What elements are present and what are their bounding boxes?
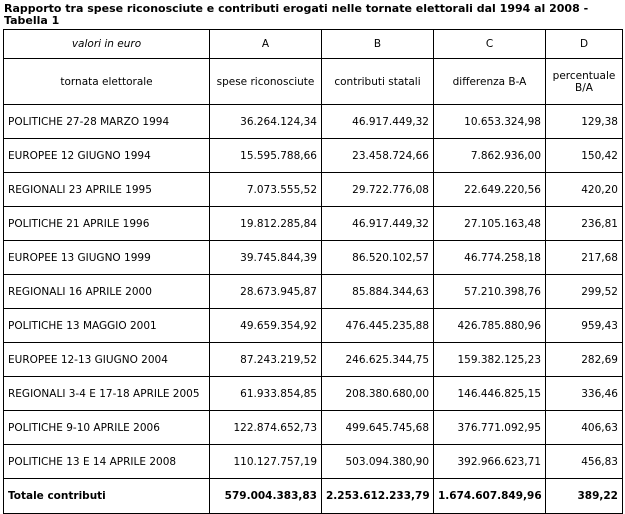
cell-differenza: 146.446.825,15 <box>434 377 546 411</box>
cell-percentuale: 129,38 <box>546 105 623 139</box>
cell-contributi: 499.645.745,68 <box>322 411 434 445</box>
cell-spese: 122.874.652,73 <box>210 411 322 445</box>
cell-tornata: EUROPEE 12-13 GIUGNO 2004 <box>4 343 210 377</box>
cell-contributi: 46.917.449,32 <box>322 105 434 139</box>
table-row <box>4 173 623 207</box>
cell-tornata: REGIONALI 3-4 E 17-18 APRILE 2005 <box>4 377 210 411</box>
table-title: Rapporto tra spese riconosciute e contributi erogati nelle tornate elettorali dal 1994 al 2008 - Tabella 1 <box>4 2 589 27</box>
total-spese: 579.004.383,83 <box>210 479 322 514</box>
cell-differenza: 27.105.163,48 <box>434 207 546 241</box>
total-label: Totale contributi <box>4 479 210 514</box>
table-row <box>4 241 623 275</box>
cell-contributi: 503.094.380,90 <box>322 445 434 479</box>
cell-differenza: 46.774.258,18 <box>434 241 546 275</box>
cell-differenza: 22.649.220,56 <box>434 173 546 207</box>
header-row-letters <box>4 30 623 59</box>
cell-differenza: 159.382.125,23 <box>434 343 546 377</box>
table-row <box>4 377 623 411</box>
table-row <box>4 207 623 241</box>
column-header-contributi: contributi statali <box>322 59 434 105</box>
cell-contributi: 86.520.102,57 <box>322 241 434 275</box>
cell-contributi: 29.722.776,08 <box>322 173 434 207</box>
cell-contributi: 208.380.680,00 <box>322 377 434 411</box>
table-row <box>4 275 623 309</box>
table-row <box>4 139 623 173</box>
cell-percentuale: 456,83 <box>546 445 623 479</box>
cell-differenza: 392.966.623,71 <box>434 445 546 479</box>
total-differenza: 1.674.607.849,96 <box>434 479 546 514</box>
cell-percentuale: 420,20 <box>546 173 623 207</box>
cell-tornata: POLITICHE 27-28 MARZO 1994 <box>4 105 210 139</box>
cell-percentuale: 282,69 <box>546 343 623 377</box>
cell-percentuale: 217,68 <box>546 241 623 275</box>
cell-percentuale: 406,63 <box>546 411 623 445</box>
cell-tornata: POLITICHE 9-10 APRILE 2006 <box>4 411 210 445</box>
column-letter-c: C <box>434 30 546 59</box>
cell-percentuale: 150,42 <box>546 139 623 173</box>
cell-contributi: 246.625.344,75 <box>322 343 434 377</box>
cell-contributi: 476.445.235,88 <box>322 309 434 343</box>
cell-tornata: REGIONALI 23 APRILE 1995 <box>4 173 210 207</box>
cell-spese: 61.933.854,85 <box>210 377 322 411</box>
column-letter-d: D <box>546 30 623 59</box>
table-row <box>4 105 623 139</box>
header-row-labels <box>4 59 623 105</box>
table-row <box>4 343 623 377</box>
cell-spese: 19.812.285,84 <box>210 207 322 241</box>
row-label-header: tornata elettorale <box>4 59 210 105</box>
cell-differenza: 57.210.398,76 <box>434 275 546 309</box>
table-row <box>4 445 623 479</box>
column-letter-b: B <box>322 30 434 59</box>
table-row <box>4 309 623 343</box>
table-row <box>4 411 623 445</box>
cell-contributi: 23.458.724,66 <box>322 139 434 173</box>
cell-percentuale: 336,46 <box>546 377 623 411</box>
cell-tornata: EUROPEE 13 GIUGNO 1999 <box>4 241 210 275</box>
cell-tornata: POLITICHE 13 MAGGIO 2001 <box>4 309 210 343</box>
cell-percentuale: 959,43 <box>546 309 623 343</box>
cell-spese: 36.264.124,34 <box>210 105 322 139</box>
cell-differenza: 426.785.880,96 <box>434 309 546 343</box>
cell-spese: 7.073.555,52 <box>210 173 322 207</box>
cell-tornata: POLITICHE 21 APRILE 1996 <box>4 207 210 241</box>
cell-differenza: 10.653.324,98 <box>434 105 546 139</box>
cell-percentuale: 299,52 <box>546 275 623 309</box>
cell-tornata: REGIONALI 16 APRILE 2000 <box>4 275 210 309</box>
unit-label: valori in euro <box>4 30 210 59</box>
cell-differenza: 7.862.936,00 <box>434 139 546 173</box>
cell-spese: 39.745.844,39 <box>210 241 322 275</box>
cell-spese: 15.595.788,66 <box>210 139 322 173</box>
cell-spese: 28.673.945,87 <box>210 275 322 309</box>
column-header-percentuale: percentuale B/A <box>546 59 623 105</box>
cell-tornata: POLITICHE 13 E 14 APRILE 2008 <box>4 445 210 479</box>
cell-contributi: 85.884.344,63 <box>322 275 434 309</box>
cell-contributi: 46.917.449,32 <box>322 207 434 241</box>
cell-spese: 87.243.219,52 <box>210 343 322 377</box>
column-header-differenza: differenza B-A <box>434 59 546 105</box>
cell-percentuale: 236,81 <box>546 207 623 241</box>
cell-tornata: EUROPEE 12 GIUGNO 1994 <box>4 139 210 173</box>
column-letter-a: A <box>210 30 322 59</box>
cell-spese: 49.659.354,92 <box>210 309 322 343</box>
cell-differenza: 376.771.092,95 <box>434 411 546 445</box>
column-header-spese: spese riconosciute <box>210 59 322 105</box>
total-percentuale: 389,22 <box>546 479 623 514</box>
contributions-table <box>3 29 623 514</box>
cell-spese: 110.127.757,19 <box>210 445 322 479</box>
total-contributi: 2.253.612.233,79 <box>322 479 434 514</box>
total-row <box>4 479 623 514</box>
